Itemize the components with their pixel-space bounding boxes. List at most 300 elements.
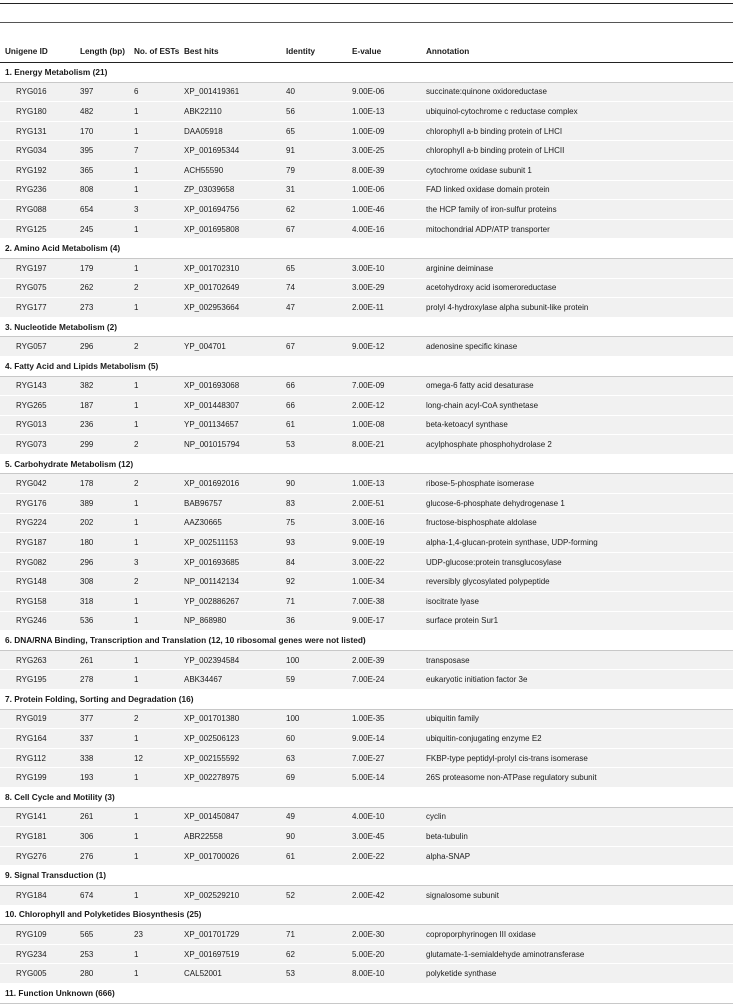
ests-cell: 3 <box>134 200 184 220</box>
section-title: 2. Amino Acid Metabolism (4) <box>0 239 733 259</box>
ests-cell: 1 <box>134 160 184 180</box>
unigene-id-cell: RYG234 <box>0 944 80 964</box>
identity-cell: 62 <box>286 944 352 964</box>
length-cell: 674 <box>80 885 134 905</box>
section-title: 11. Function Unknown (666) <box>0 983 733 1003</box>
unigene-id-cell: RYG143 <box>0 376 80 396</box>
best-hit-cell: XP_001702310 <box>184 258 286 278</box>
annotation-cell: long-chain acyl-CoA synthetase <box>426 396 733 416</box>
length-cell: 296 <box>80 337 134 357</box>
best-hit-cell: ABK22110 <box>184 102 286 122</box>
section-title: 9. Signal Transduction (1) <box>0 866 733 886</box>
length-cell: 202 <box>80 513 134 533</box>
unigene-id-cell: RYG195 <box>0 670 80 690</box>
e-value-cell: 2.00E-39 <box>352 650 426 670</box>
table-row <box>0 729 733 749</box>
e-value-cell: 7.00E-09 <box>352 376 426 396</box>
length-cell: 337 <box>80 729 134 749</box>
section-row <box>0 239 733 259</box>
identity-cell: 31 <box>286 180 352 200</box>
e-value-cell: 3.00E-25 <box>352 141 426 161</box>
unigene-id-cell: RYG180 <box>0 102 80 122</box>
length-cell: 308 <box>80 572 134 592</box>
section-title: 5. Carbohydrate Metabolism (12) <box>0 454 733 474</box>
annotation-cell: beta-ketoacyl synthase <box>426 415 733 435</box>
e-value-cell: 7.00E-24 <box>352 670 426 690</box>
e-value-cell: 2.00E-30 <box>352 925 426 945</box>
section-row <box>0 905 733 925</box>
section-row <box>0 356 733 376</box>
length-cell: 482 <box>80 102 134 122</box>
identity-cell: 66 <box>286 396 352 416</box>
table-row <box>0 258 733 278</box>
section-title: 4. Fatty Acid and Lipids Metabolism (5) <box>0 356 733 376</box>
table-row <box>0 396 733 416</box>
ests-cell: 1 <box>134 670 184 690</box>
identity-cell: 61 <box>286 415 352 435</box>
length-cell: 276 <box>80 846 134 866</box>
ests-cell: 1 <box>134 944 184 964</box>
annotation-cell: reversibly glycosylated polypeptide <box>426 572 733 592</box>
ests-cell: 1 <box>134 846 184 866</box>
ests-cell: 1 <box>134 376 184 396</box>
best-hit-cell: XP_001448307 <box>184 396 286 416</box>
best-hit-cell: XP_001692016 <box>184 474 286 494</box>
best-hit-cell: NP_001015794 <box>184 435 286 455</box>
table-row <box>0 768 733 788</box>
e-value-cell: 2.00E-22 <box>352 846 426 866</box>
annotation-cell: mitochondrial ADP/ATP transporter <box>426 219 733 239</box>
best-hit-cell: XP_001701729 <box>184 925 286 945</box>
length-cell: 261 <box>80 650 134 670</box>
ests-cell: 1 <box>134 533 184 553</box>
e-value-cell: 7.00E-27 <box>352 748 426 768</box>
header-unigene-id: Unigene ID <box>0 27 80 63</box>
e-value-cell: 4.00E-16 <box>352 219 426 239</box>
length-cell: 261 <box>80 807 134 827</box>
length-cell: 389 <box>80 494 134 514</box>
table-row <box>0 846 733 866</box>
identity-cell: 59 <box>286 670 352 690</box>
best-hit-cell: ACH55590 <box>184 160 286 180</box>
table-row <box>0 82 733 102</box>
e-value-cell: 1.00E-06 <box>352 180 426 200</box>
table-row <box>0 298 733 318</box>
section-title: 8. Cell Cycle and Motility (3) <box>0 787 733 807</box>
ests-cell: 1 <box>134 807 184 827</box>
length-cell: 536 <box>80 611 134 631</box>
best-hit-cell: XP_001419361 <box>184 82 286 102</box>
identity-cell: 67 <box>286 219 352 239</box>
unigene-id-cell: RYG073 <box>0 435 80 455</box>
best-hit-cell: YP_002394584 <box>184 650 286 670</box>
e-value-cell: 1.00E-13 <box>352 102 426 122</box>
annotation-cell: 26S proteasome non-ATPase regulatory subunit <box>426 768 733 788</box>
table-row <box>0 435 733 455</box>
unigene-id-cell: RYG131 <box>0 121 80 141</box>
table-row <box>0 709 733 729</box>
table-row <box>0 748 733 768</box>
table-row <box>0 611 733 631</box>
unigene-id-cell: RYG109 <box>0 925 80 945</box>
header-best-hits: Best hits <box>184 27 286 63</box>
unigene-id-cell: RYG236 <box>0 180 80 200</box>
length-cell: 178 <box>80 474 134 494</box>
ests-cell: 2 <box>134 337 184 357</box>
unigene-id-cell: RYG019 <box>0 709 80 729</box>
annotation-cell: FAD linked oxidase domain protein <box>426 180 733 200</box>
table-row <box>0 141 733 161</box>
ests-cell: 1 <box>134 298 184 318</box>
annotation-cell: coproporphyrinogen III oxidase <box>426 925 733 945</box>
table-header <box>0 27 733 63</box>
annotation-cell: alpha-1,4-glucan-protein synthase, UDP-forming <box>426 533 733 553</box>
best-hit-cell: XP_001694756 <box>184 200 286 220</box>
unigene-id-cell: RYG246 <box>0 611 80 631</box>
ests-cell: 6 <box>134 82 184 102</box>
e-value-cell: 3.00E-22 <box>352 552 426 572</box>
table-row <box>0 180 733 200</box>
best-hit-cell: CAL52001 <box>184 964 286 984</box>
length-cell: 395 <box>80 141 134 161</box>
identity-cell: 66 <box>286 376 352 396</box>
section-title: 6. DNA/RNA Binding, Transcription and Translation (12, 10 ribosomal genes were not listed) <box>0 631 733 651</box>
best-hit-cell: YP_004701 <box>184 337 286 357</box>
e-value-cell: 9.00E-06 <box>352 82 426 102</box>
best-hit-cell: DAA05918 <box>184 121 286 141</box>
annotation-cell: UDP-glucose:protein transglucosylase <box>426 552 733 572</box>
table-row <box>0 376 733 396</box>
annotation-cell: alpha-SNAP <box>426 846 733 866</box>
ests-cell: 1 <box>134 885 184 905</box>
best-hit-cell: XP_002511153 <box>184 533 286 553</box>
length-cell: 262 <box>80 278 134 298</box>
annotation-cell: FKBP-type peptidyl-prolyl cis-trans isomerase <box>426 748 733 768</box>
e-value-cell: 2.00E-42 <box>352 885 426 905</box>
table-row <box>0 494 733 514</box>
table-row <box>0 121 733 141</box>
identity-cell: 67 <box>286 337 352 357</box>
e-value-cell: 8.00E-10 <box>352 964 426 984</box>
e-value-cell: 5.00E-20 <box>352 944 426 964</box>
identity-cell: 93 <box>286 533 352 553</box>
e-value-cell: 3.00E-45 <box>352 827 426 847</box>
unigene-id-cell: RYG057 <box>0 337 80 357</box>
annotation-cell: signalosome subunit <box>426 885 733 905</box>
ests-cell: 2 <box>134 709 184 729</box>
best-hit-cell: XP_001695344 <box>184 141 286 161</box>
unigene-id-cell: RYG192 <box>0 160 80 180</box>
length-cell: 179 <box>80 258 134 278</box>
length-cell: 180 <box>80 533 134 553</box>
ests-cell: 1 <box>134 180 184 200</box>
e-value-cell: 8.00E-21 <box>352 435 426 455</box>
ests-cell: 1 <box>134 768 184 788</box>
unigene-id-cell: RYG265 <box>0 396 80 416</box>
table-row <box>0 944 733 964</box>
best-hit-cell: XP_001695808 <box>184 219 286 239</box>
best-hit-cell: XP_001693068 <box>184 376 286 396</box>
e-value-cell: 1.00E-34 <box>352 572 426 592</box>
length-cell: 245 <box>80 219 134 239</box>
identity-cell: 49 <box>286 807 352 827</box>
identity-cell: 92 <box>286 572 352 592</box>
section-title: 7. Protein Folding, Sorting and Degradation (16) <box>0 690 733 710</box>
identity-cell: 65 <box>286 258 352 278</box>
annotation-cell: ubiquitin-conjugating enzyme E2 <box>426 729 733 749</box>
table-row <box>0 572 733 592</box>
best-hit-cell: ABK34467 <box>184 670 286 690</box>
length-cell: 170 <box>80 121 134 141</box>
ests-cell: 1 <box>134 827 184 847</box>
length-cell: 193 <box>80 768 134 788</box>
top-rule <box>0 3 733 4</box>
unigene-id-cell: RYG184 <box>0 885 80 905</box>
identity-cell: 53 <box>286 435 352 455</box>
length-cell: 280 <box>80 964 134 984</box>
annotation-cell: chlorophyll a-b binding protein of LHCI <box>426 121 733 141</box>
e-value-cell: 1.00E-35 <box>352 709 426 729</box>
e-value-cell: 3.00E-29 <box>352 278 426 298</box>
length-cell: 654 <box>80 200 134 220</box>
ests-cell: 1 <box>134 258 184 278</box>
table-row <box>0 650 733 670</box>
table-row <box>0 964 733 984</box>
e-value-cell: 7.00E-38 <box>352 592 426 612</box>
length-cell: 318 <box>80 592 134 612</box>
e-value-cell: 3.00E-16 <box>352 513 426 533</box>
best-hit-cell: XP_002278975 <box>184 768 286 788</box>
identity-cell: 71 <box>286 592 352 612</box>
section-row <box>0 787 733 807</box>
e-value-cell: 5.00E-14 <box>352 768 426 788</box>
header-e-value: E-value <box>352 27 426 63</box>
ests-cell: 12 <box>134 748 184 768</box>
best-hit-cell: XP_001700026 <box>184 846 286 866</box>
table-row <box>0 807 733 827</box>
unigene-id-cell: RYG141 <box>0 807 80 827</box>
identity-cell: 79 <box>286 160 352 180</box>
table-row <box>0 592 733 612</box>
unigene-id-cell: RYG276 <box>0 846 80 866</box>
e-value-cell: 8.00E-39 <box>352 160 426 180</box>
length-cell: 273 <box>80 298 134 318</box>
best-hit-cell: XP_002506123 <box>184 729 286 749</box>
unigene-id-cell: RYG199 <box>0 768 80 788</box>
table-body <box>0 63 733 1004</box>
e-value-cell: 4.00E-10 <box>352 807 426 827</box>
ests-cell: 1 <box>134 396 184 416</box>
ests-cell: 2 <box>134 474 184 494</box>
e-value-cell: 9.00E-12 <box>352 337 426 357</box>
length-cell: 808 <box>80 180 134 200</box>
table-row <box>0 160 733 180</box>
identity-cell: 90 <box>286 474 352 494</box>
annotation-cell: ribose-5-phosphate isomerase <box>426 474 733 494</box>
header-annotation: Annotation <box>426 27 733 63</box>
annotation-cell: acylphosphate phosphohydrolase 2 <box>426 435 733 455</box>
annotation-cell: beta-tubulin <box>426 827 733 847</box>
length-cell: 278 <box>80 670 134 690</box>
annotation-cell: omega-6 fatty acid desaturase <box>426 376 733 396</box>
unigene-id-cell: RYG187 <box>0 533 80 553</box>
identity-cell: 75 <box>286 513 352 533</box>
best-hit-cell: XP_002155592 <box>184 748 286 768</box>
e-value-cell: 1.00E-46 <box>352 200 426 220</box>
unigene-id-cell: RYG088 <box>0 200 80 220</box>
e-value-cell: 2.00E-12 <box>352 396 426 416</box>
section-title: 10. Chlorophyll and Polyketides Biosynthesis (25) <box>0 905 733 925</box>
section-row <box>0 983 733 1003</box>
identity-cell: 74 <box>286 278 352 298</box>
annotation-cell: prolyl 4-hydroxylase alpha subunit-like protein <box>426 298 733 318</box>
table-row <box>0 885 733 905</box>
unigene-id-cell: RYG082 <box>0 552 80 572</box>
table-row <box>0 278 733 298</box>
length-cell: 253 <box>80 944 134 964</box>
best-hit-cell: XP_001693685 <box>184 552 286 572</box>
annotation-cell: cytochrome oxidase subunit 1 <box>426 160 733 180</box>
ests-cell: 23 <box>134 925 184 945</box>
e-value-cell: 1.00E-09 <box>352 121 426 141</box>
annotation-cell: transposase <box>426 650 733 670</box>
identity-cell: 71 <box>286 925 352 945</box>
header-length: Length (bp) <box>80 27 134 63</box>
unigene-id-cell: RYG263 <box>0 650 80 670</box>
header-row <box>0 27 733 63</box>
ests-cell: 1 <box>134 415 184 435</box>
table-row <box>0 200 733 220</box>
annotation-cell: isocitrate lyase <box>426 592 733 612</box>
best-hit-cell: XP_001697519 <box>184 944 286 964</box>
unigene-id-cell: RYG034 <box>0 141 80 161</box>
best-hit-cell: XP_001701380 <box>184 709 286 729</box>
best-hit-cell: BAB96757 <box>184 494 286 514</box>
table-row <box>0 415 733 435</box>
table-row <box>0 102 733 122</box>
table-row <box>0 219 733 239</box>
best-hit-cell: ZP_03039658 <box>184 180 286 200</box>
identity-cell: 83 <box>286 494 352 514</box>
identity-cell: 56 <box>286 102 352 122</box>
annotation-cell: the HCP family of iron-sulfur proteins <box>426 200 733 220</box>
ests-cell: 1 <box>134 494 184 514</box>
best-hit-cell: ABR22558 <box>184 827 286 847</box>
unigene-table <box>0 27 733 1004</box>
section-row <box>0 63 733 83</box>
ests-cell: 1 <box>134 121 184 141</box>
length-cell: 338 <box>80 748 134 768</box>
identity-cell: 91 <box>286 141 352 161</box>
best-hit-cell: XP_001450847 <box>184 807 286 827</box>
section-row <box>0 317 733 337</box>
identity-cell: 62 <box>286 200 352 220</box>
length-cell: 565 <box>80 925 134 945</box>
identity-cell: 90 <box>286 827 352 847</box>
identity-cell: 69 <box>286 768 352 788</box>
ests-cell: 1 <box>134 102 184 122</box>
length-cell: 296 <box>80 552 134 572</box>
e-value-cell: 9.00E-17 <box>352 611 426 631</box>
length-cell: 306 <box>80 827 134 847</box>
annotation-cell: arginine deiminase <box>426 258 733 278</box>
table-row <box>0 925 733 945</box>
header-rule <box>0 22 733 23</box>
section-title: 1. Energy Metabolism (21) <box>0 63 733 83</box>
ests-cell: 2 <box>134 278 184 298</box>
best-hit-cell: YP_002886267 <box>184 592 286 612</box>
length-cell: 299 <box>80 435 134 455</box>
e-value-cell: 1.00E-13 <box>352 474 426 494</box>
annotation-cell: succinate:quinone oxidoreductase <box>426 82 733 102</box>
section-row <box>0 866 733 886</box>
best-hit-cell: AAZ30665 <box>184 513 286 533</box>
ests-cell: 1 <box>134 513 184 533</box>
unigene-id-cell: RYG177 <box>0 298 80 318</box>
e-value-cell: 3.00E-10 <box>352 258 426 278</box>
best-hit-cell: YP_001134657 <box>184 415 286 435</box>
annotation-cell: cyclin <box>426 807 733 827</box>
identity-cell: 63 <box>286 748 352 768</box>
length-cell: 236 <box>80 415 134 435</box>
unigene-id-cell: RYG112 <box>0 748 80 768</box>
unigene-id-cell: RYG125 <box>0 219 80 239</box>
unigene-id-cell: RYG158 <box>0 592 80 612</box>
annotation-cell: fructose-bisphosphate aldolase <box>426 513 733 533</box>
table-row <box>0 513 733 533</box>
best-hit-cell: NP_868980 <box>184 611 286 631</box>
table-row <box>0 552 733 572</box>
table-row <box>0 474 733 494</box>
ests-cell: 2 <box>134 572 184 592</box>
unigene-id-cell: RYG197 <box>0 258 80 278</box>
annotation-cell: ubiquitin family <box>426 709 733 729</box>
best-hit-cell: XP_002953664 <box>184 298 286 318</box>
ests-cell: 1 <box>134 611 184 631</box>
identity-cell: 100 <box>286 709 352 729</box>
length-cell: 397 <box>80 82 134 102</box>
ests-cell: 1 <box>134 964 184 984</box>
ests-cell: 1 <box>134 219 184 239</box>
length-cell: 187 <box>80 396 134 416</box>
header-no-of-ests: No. of ESTs <box>134 27 184 63</box>
header-identity: Identity <box>286 27 352 63</box>
length-cell: 377 <box>80 709 134 729</box>
unigene-id-cell: RYG005 <box>0 964 80 984</box>
identity-cell: 60 <box>286 729 352 749</box>
unigene-id-cell: RYG042 <box>0 474 80 494</box>
identity-cell: 100 <box>286 650 352 670</box>
annotation-cell: chlorophyll a-b binding protein of LHCII <box>426 141 733 161</box>
unigene-id-cell: RYG075 <box>0 278 80 298</box>
best-hit-cell: NP_001142134 <box>184 572 286 592</box>
length-cell: 382 <box>80 376 134 396</box>
ests-cell: 1 <box>134 592 184 612</box>
unigene-id-cell: RYG224 <box>0 513 80 533</box>
ests-cell: 2 <box>134 435 184 455</box>
table-row <box>0 827 733 847</box>
identity-cell: 65 <box>286 121 352 141</box>
identity-cell: 84 <box>286 552 352 572</box>
table-row <box>0 670 733 690</box>
unigene-id-cell: RYG181 <box>0 827 80 847</box>
section-row <box>0 454 733 474</box>
table-row <box>0 337 733 357</box>
e-value-cell: 9.00E-14 <box>352 729 426 749</box>
unigene-id-cell: RYG016 <box>0 82 80 102</box>
annotation-cell: acetohydroxy acid isomeroreductase <box>426 278 733 298</box>
ests-cell: 1 <box>134 650 184 670</box>
